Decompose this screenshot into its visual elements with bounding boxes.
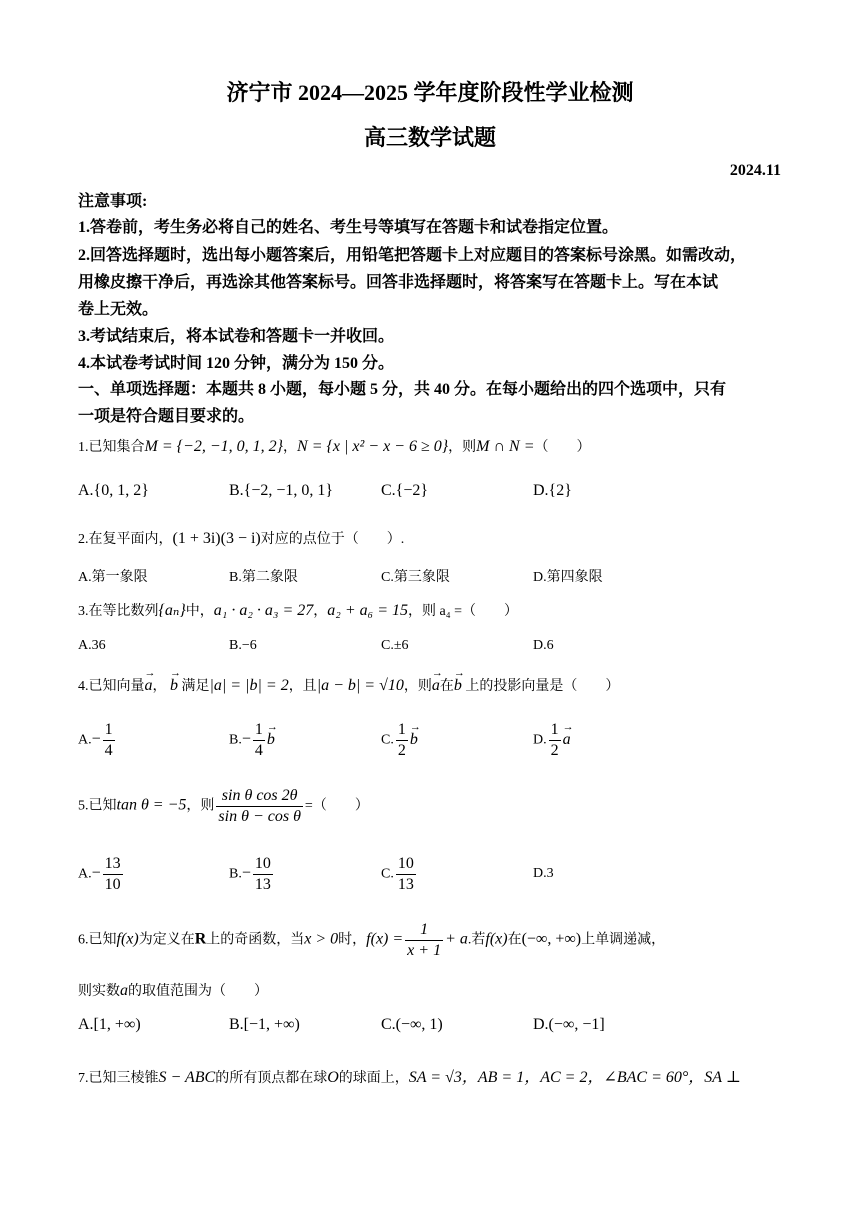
exam-subtitle: 高三数学试题 bbox=[363, 125, 496, 150]
question-7-text-2: 的球面上， bbox=[338, 1071, 409, 1086]
option-label: A. bbox=[78, 866, 92, 882]
fraction-denominator: sin θ − cos θ bbox=[218, 808, 301, 825]
fraction-numerator: sin θ cos 2θ bbox=[221, 787, 298, 804]
question-2-option-b: B.第二象限 bbox=[229, 570, 298, 585]
exam-title: 济宁市 2024—2025 学年度阶段性学业检测 bbox=[226, 80, 634, 105]
fraction-numerator: 1 bbox=[420, 921, 429, 938]
fraction-denominator: 13 bbox=[254, 876, 271, 893]
fraction-denominator: 4 bbox=[104, 742, 113, 759]
question-6-prefix: 6.已知 bbox=[78, 932, 117, 948]
question-4-ask-a: ，则 bbox=[403, 679, 432, 694]
question-1-option-b: B.{−2, −1, 0, 1} bbox=[229, 482, 334, 499]
question-1-expr: M ∩ N = bbox=[476, 438, 535, 455]
fraction bbox=[549, 720, 561, 761]
notice-item-2-line-3: 卷上无效。 bbox=[78, 301, 159, 318]
option-label: D. bbox=[533, 732, 547, 748]
question-5-ask: =（ ） bbox=[304, 798, 369, 814]
question-2-option-d: D.第四象限 bbox=[533, 570, 603, 585]
question-1-sep: ， bbox=[283, 440, 298, 455]
notice-item-2-line-1: 2.回答选择题时，选出每小题答案后，用铅笔把答题卡上对应题目的答案标号涂黑。如需改动， bbox=[78, 247, 747, 264]
question-2-suffix: 对应的点位于（ ）. bbox=[260, 532, 405, 547]
question-6-option-d: D.(−∞, −1] bbox=[533, 1016, 605, 1033]
vector-b-symbol: → b bbox=[170, 677, 178, 695]
question-6-text-6: 上单调递减， bbox=[581, 932, 666, 948]
fraction-numerator: 10 bbox=[254, 855, 271, 872]
question-4-cond-2: |a − b| = √10 bbox=[316, 677, 404, 694]
question-1-set-m: M = {−2, −1, 0, 1, 2} bbox=[144, 438, 284, 455]
vector-b-symbol: → b bbox=[267, 731, 275, 749]
question-6-text-3: 时， bbox=[338, 932, 367, 948]
question-4-cond-text: 满足 bbox=[181, 679, 210, 694]
question-3-mid: 中， bbox=[185, 604, 214, 619]
question-5-option-a: A.− $\frac{13}{10}$ bbox=[78, 855, 121, 893]
question-6-text-2: 上的奇函数，当 bbox=[206, 932, 305, 948]
fraction-numerator: 1 bbox=[104, 721, 113, 738]
question-7-text-1: 的所有顶点都在球 bbox=[215, 1071, 328, 1086]
question-7-prefix: 7.已知三棱锥 bbox=[78, 1071, 159, 1086]
vector-b-symbol: → b bbox=[454, 677, 462, 695]
option-label: C. bbox=[381, 866, 394, 882]
question-1-paren: （ ） bbox=[534, 440, 591, 455]
fraction-denominator: 2 bbox=[397, 742, 406, 759]
question-4-ask-b: 在 bbox=[439, 679, 454, 694]
fraction-numerator: 1 bbox=[550, 721, 559, 738]
fraction-denominator: 2 bbox=[550, 742, 559, 759]
question-6-plus-a: + a bbox=[445, 930, 468, 948]
question-3-option-b: B.−6 bbox=[229, 638, 257, 653]
question-1-set-n: N = {x | x² − x − 6 ≥ 0} bbox=[297, 438, 449, 455]
question-1-prefix: 1.已知集合 bbox=[78, 440, 145, 455]
question-7-o: O bbox=[327, 1069, 339, 1086]
question-1-option-d: D.{2} bbox=[533, 482, 572, 499]
question-5-mid: ，则 bbox=[186, 798, 215, 814]
fraction-denominator: x + 1 bbox=[407, 942, 442, 959]
option-label: B. bbox=[229, 732, 242, 748]
fraction-numerator: 10 bbox=[397, 855, 414, 872]
question-6 bbox=[78, 920, 665, 961]
question-7 bbox=[78, 1064, 741, 1087]
question-4-comma: ， bbox=[152, 679, 167, 694]
question-5-option-c bbox=[381, 854, 418, 895]
section-heading-line-1: 一、单项选择题：本题共 8 小题，每小题 5 分，共 40 分。在每小题给出的四个选项中，只有 bbox=[78, 381, 727, 398]
question-6-line-2-end: 的取值范围为（ ） bbox=[128, 984, 268, 999]
fraction-denominator: 13 bbox=[397, 876, 414, 893]
vector-b-symbol: → b bbox=[410, 731, 418, 749]
question-7-tetra: S − ABC bbox=[158, 1069, 216, 1086]
question-2-option-c: C.第三象限 bbox=[381, 570, 450, 585]
question-4-option-d bbox=[533, 720, 571, 761]
question-6-option-c: C.(−∞, 1) bbox=[381, 1016, 443, 1033]
question-5-option-d: D.3 bbox=[533, 866, 554, 881]
fraction bbox=[253, 854, 273, 895]
question-6-r: R bbox=[194, 930, 207, 948]
question-2-prefix: 2.在复平面内， bbox=[78, 532, 173, 547]
option-label: A. bbox=[78, 732, 92, 748]
question-6-option-b: B.[−1, +∞) bbox=[229, 1016, 300, 1033]
question-6-text-1: 为定义在 bbox=[138, 932, 195, 948]
fraction bbox=[253, 720, 265, 761]
vector-a-symbol: → a bbox=[145, 677, 153, 695]
fraction-denominator: 10 bbox=[104, 876, 121, 893]
question-3-ask: ，则 a₄ =（ ） bbox=[407, 604, 518, 619]
question-1-option-c: C.{−2} bbox=[381, 482, 429, 499]
question-5-prefix: 5.已知 bbox=[78, 798, 117, 814]
fraction bbox=[396, 720, 408, 761]
question-3-cond-1: a₁ · a₂ · a₃ = 27 bbox=[213, 602, 314, 619]
question-4-option-b bbox=[229, 720, 275, 761]
question-1-option-a: A.{0, 1, 2} bbox=[78, 482, 149, 499]
question-6-var: a bbox=[120, 982, 128, 999]
question-6-option-a: A.[1, +∞) bbox=[78, 1016, 141, 1033]
question-5-option-b: B.− $\frac{10}{13}$ bbox=[229, 855, 271, 893]
question-4-prefix: 4.已知向量 bbox=[78, 679, 145, 694]
minus-sign: − bbox=[91, 730, 101, 748]
section-heading-line-2: 一项是符合题目要求的。 bbox=[78, 408, 255, 425]
vector-a-symbol: → a bbox=[432, 677, 440, 695]
fraction bbox=[103, 720, 115, 761]
question-5-fraction bbox=[216, 786, 303, 827]
question-6-line-2-start: 则实数 bbox=[78, 984, 120, 999]
question-3-seq: {aₙ} bbox=[158, 602, 186, 619]
exam-date: 2024.11 bbox=[729, 162, 781, 179]
question-1-ask-prefix: ，则 bbox=[448, 440, 477, 455]
question-3-cond-2: a₂ + a₆ = 15 bbox=[327, 602, 408, 619]
notice-item-3: 3.考试结束后，将本试卷和答题卡一并收回。 bbox=[78, 328, 395, 345]
fraction-numerator: 1 bbox=[254, 721, 263, 738]
option-label: B. bbox=[229, 866, 242, 882]
notice-item-1: 1.答卷前，考生务必将自己的姓名、考生号等填写在答题卡和试卷指定位置。 bbox=[78, 219, 619, 236]
question-3-sep: ， bbox=[313, 604, 328, 619]
question-4-and: ，且 bbox=[288, 679, 317, 694]
question-4-ask-c: 上的投影向量是（ ） bbox=[465, 679, 620, 694]
question-6-fx: f(x) bbox=[116, 930, 139, 948]
question-4-cond-1: |a| = |b| = 2 bbox=[209, 677, 289, 694]
fraction-numerator: 13 bbox=[104, 855, 121, 872]
question-2-expr: (1 + 3i)(3 − i) bbox=[172, 530, 261, 547]
question-3-prefix: 3.在等比数列 bbox=[78, 604, 159, 619]
question-6-fdef: f(x) = bbox=[366, 930, 404, 948]
question-2-option-a: A.第一象限 bbox=[78, 570, 148, 585]
question-6-text-5: 在 bbox=[507, 932, 522, 948]
question-4 bbox=[78, 675, 619, 695]
question-1 bbox=[78, 436, 591, 456]
notice-item-4: 4.本试卷考试时间 120 分钟，满分为 150 分。 bbox=[78, 355, 395, 372]
fraction-denominator: 4 bbox=[254, 742, 263, 759]
question-6-text-4: .若 bbox=[467, 932, 486, 948]
question-5 bbox=[78, 786, 369, 827]
question-6-cond: x > 0 bbox=[304, 930, 339, 948]
question-6-interval: (−∞, +∞) bbox=[521, 930, 582, 948]
minus-sign: − bbox=[241, 730, 251, 748]
question-3-option-d: D.6 bbox=[533, 638, 554, 653]
question-3-option-c: C.±6 bbox=[381, 638, 409, 653]
question-6-fx-2: f(x) bbox=[485, 930, 508, 948]
question-2 bbox=[78, 528, 404, 548]
question-6-fraction bbox=[405, 920, 443, 961]
question-4-option-a bbox=[78, 720, 117, 761]
vector-a-symbol: → a bbox=[563, 731, 571, 749]
question-6-line-2 bbox=[78, 980, 268, 1000]
fraction bbox=[103, 854, 123, 895]
question-3-option-a: A.36 bbox=[78, 638, 106, 653]
question-5-cond: tan θ = −5 bbox=[116, 796, 187, 814]
option-label: C. bbox=[381, 732, 394, 748]
fraction-numerator: 1 bbox=[397, 721, 406, 738]
notice-heading: 注意事项: bbox=[78, 193, 148, 210]
fraction bbox=[396, 854, 416, 895]
question-7-cond: SA = √3，AB = 1，AC = 2，∠BAC = 60°，SA ⊥ bbox=[408, 1069, 741, 1086]
question-3 bbox=[78, 600, 518, 620]
notice-item-2-line-2: 用橡皮擦干净后，再选涂其他答案标号。回答非选择题时，将答案写在答题卡上。写在本试 bbox=[78, 274, 719, 291]
question-4-option-c bbox=[381, 720, 418, 761]
